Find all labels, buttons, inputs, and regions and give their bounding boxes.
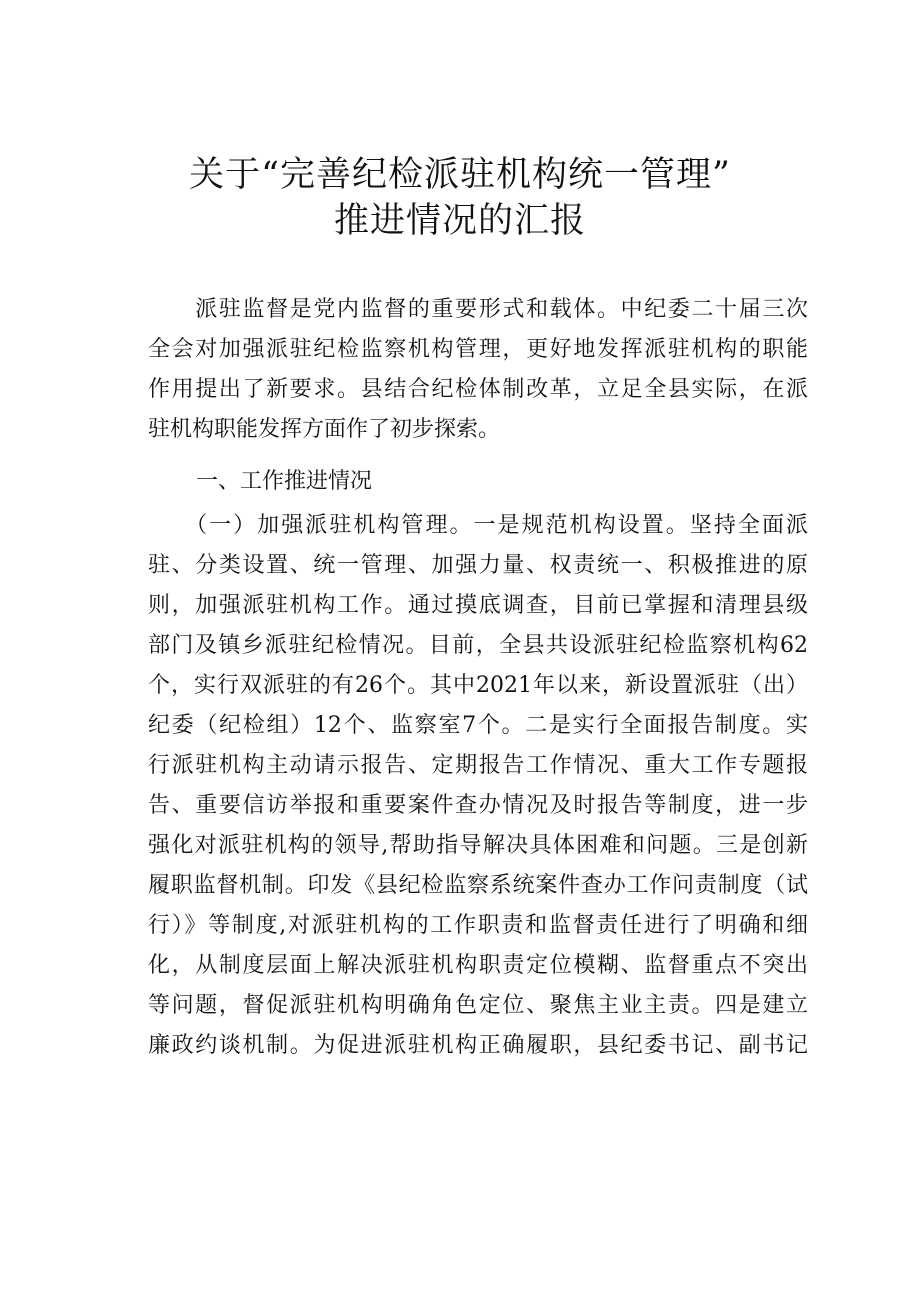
text-line: 履职监督机制。印发《县纪检监察系统案件查办工作问责制度（试 — [148, 873, 808, 898]
text-line: 个，实行双派驻的有26个。其中2021年以来，新设置派驻（出） — [148, 673, 808, 698]
text-line: 强化对派驻机构的领导,帮助指导解决具体困难和问题。三是创新 — [148, 833, 808, 858]
text-line: 驻、分类设置、统一管理、加强力量、权责统一、积极推进的原 — [148, 553, 808, 578]
text-line: 等问题，督促派驻机构明确角色定位、聚焦主业主责。四是建立 — [148, 993, 808, 1018]
text-line: 派驻监督是党内监督的重要形式和载体。中纪委二十届三次 — [148, 297, 808, 322]
text-line: 则，加强派驻机构工作。通过摸底调查，目前已掌握和清理县级 — [148, 593, 808, 618]
text-line: 作用提出了新要求。县结合纪检体制改革，立足全县实际，在派 — [148, 377, 808, 402]
text-line: 廉政约谈机制。为促进派驻机构正确履职，县纪委书记、副书记 — [148, 1033, 808, 1058]
text-line: 纪委（纪检组）12个、监察室7个。二是实行全面报告制度。实 — [148, 713, 808, 738]
text-line: 全会对加强派驻纪检监察机构管理，更好地发挥派驻机构的职能 — [148, 337, 808, 362]
text-line: 告、重要信访举报和重要案件查办情况及时报告等制度，进一步 — [148, 793, 808, 818]
text-line: 化，从制度层面上解决派驻机构职责定位模糊、监督重点不突出 — [148, 953, 808, 978]
text-line: 部门及镇乡派驻纪检情况。目前，全县共设派驻纪检监察机构62 — [148, 633, 808, 658]
intro-paragraph — [148, 290, 808, 450]
paragraph-management — [148, 506, 808, 1066]
section-heading: 一、工作推进情况 — [196, 469, 373, 494]
text-line: 行派驻机构主动请示报告、定期报告工作情况、重大工作专题报 — [148, 753, 808, 778]
document-title-line-1: 关于“完善纪检派驻机构统一管理” — [189, 155, 731, 195]
text-line: 驻机构职能发挥方面作了初步探索。 — [148, 417, 501, 442]
document-title-line-2: 推进情况的汇报 — [333, 201, 586, 241]
text-line: （一）加强派驻机构管理。一是规范机构设置。坚持全面派 — [148, 513, 808, 538]
text-line: 行）》等制度,对派驻机构的工作职责和监督责任进行了明确和细 — [148, 913, 808, 938]
